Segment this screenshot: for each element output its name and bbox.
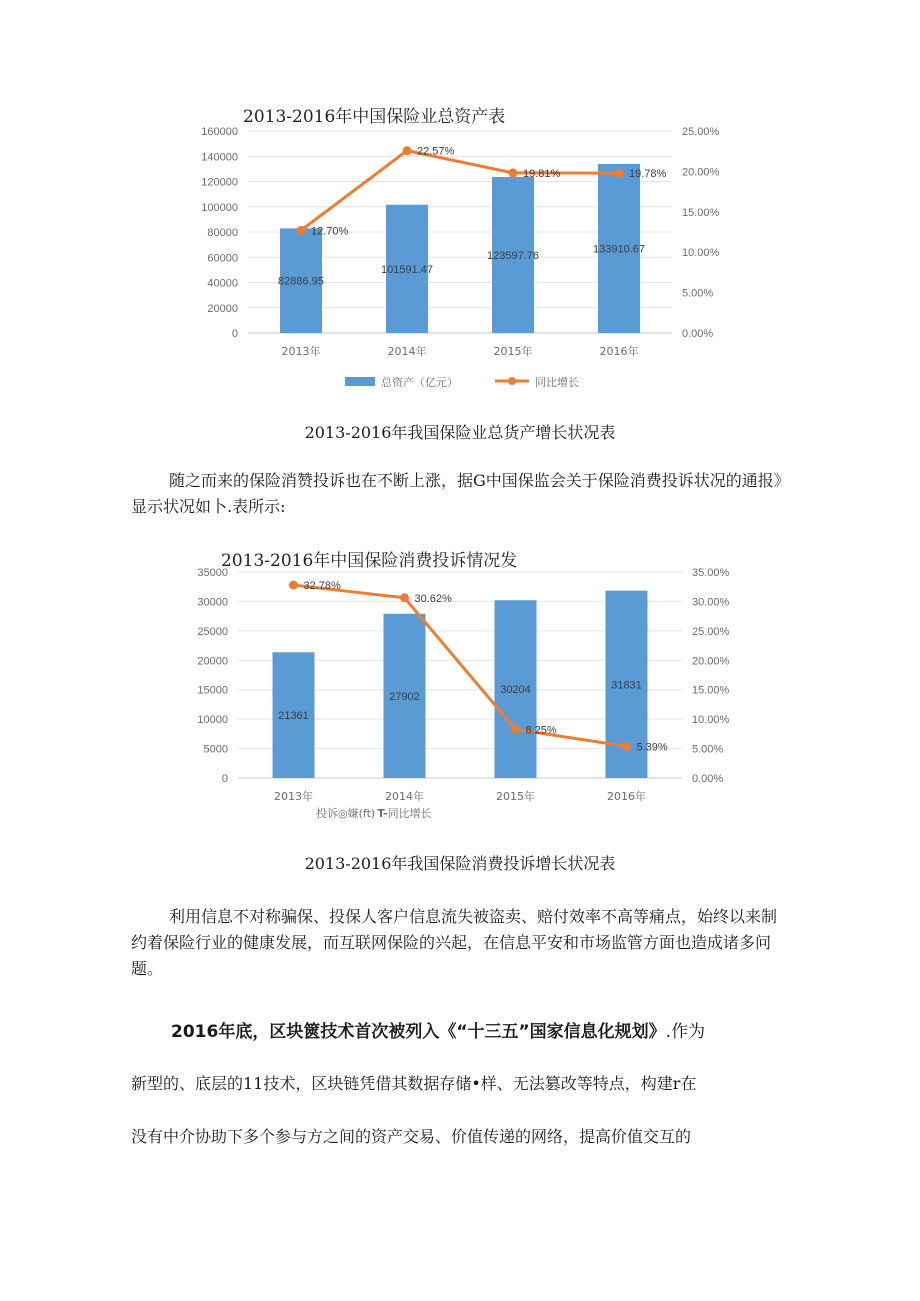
chart1-growth-line	[301, 151, 619, 231]
chart1-legend-line-marker	[508, 377, 516, 385]
chart1-category-label: 2015年	[493, 345, 533, 358]
chart2-right-tick: 10.00%	[692, 714, 730, 727]
chart2-right-tick: 20.00%	[692, 655, 730, 668]
chart2-growth-point	[289, 581, 298, 590]
paragraph-pain-points: 利用信息不对称骗保、投保人客户信息流失被盗卖、赔付效率不高等痛点，始终以来制约着保险行业的健康发展，而互联网保险的兴起，在信息平安和市场监管方面也造成诸多问题。	[131, 907, 778, 978]
chart1-bar-label: 133910.67	[593, 243, 645, 256]
chart2-right-tick: 30.00%	[692, 596, 730, 609]
chart1-left-tick: 60000	[207, 252, 238, 265]
chart1-growth-label: 22.57%	[417, 145, 455, 158]
chart1-left-tick: 160000	[201, 126, 238, 138]
chart1-growth-point	[509, 168, 518, 177]
chart2-left-tick: 20000	[197, 655, 228, 668]
chart2-legend-bar-label: 投诉◎嫌(ft)	[316, 807, 376, 820]
chart2-bar-label: 30204	[500, 684, 531, 697]
chart2-category-label: 2015年	[496, 790, 535, 803]
chart2-title: 2013-2016年中国保险消费投诉情况发	[221, 551, 518, 571]
chart-insurance-complaints	[0, 542, 920, 832]
chart1-right-tick: 5.00%	[682, 287, 714, 300]
chart1-bar-label: 101591.47	[381, 263, 433, 276]
chart2-legend-line-swatch: T-	[377, 807, 388, 820]
chart2-caption: 2013-2016年我国保险消费投诉增长状况表	[304, 854, 616, 873]
chart2-bar-label: 21361	[278, 710, 309, 723]
chart1-right-tick: 0.00%	[682, 328, 714, 340]
chart2-growth-point	[400, 593, 409, 602]
chart1-growth-point	[403, 146, 412, 155]
chart2-growth-label: 30.62%	[414, 592, 452, 605]
chart2-left-tick: 30000	[197, 596, 228, 609]
chart1-right-tick: 15.00%	[682, 206, 720, 219]
chart1-left-tick: 80000	[207, 227, 238, 239]
chart1-svg	[0, 95, 920, 405]
chart1-category-label: 2016年	[599, 345, 639, 358]
chart2-growth-label: 8.25%	[525, 724, 557, 737]
chart2-bar-label: 31831	[611, 679, 642, 692]
chart1-category-label: 2014年	[387, 345, 427, 358]
body-line-2: 没有中介协助下多个参与方之间的资产交易、价值传递的网络，提高价值交互的	[131, 1127, 692, 1146]
chart2-right-tick: 25.00%	[692, 625, 730, 638]
chart1-growth-label: 12.70%	[311, 225, 349, 238]
chart1-category-label: 2013年	[281, 345, 321, 358]
chart1-left-tick: 120000	[201, 176, 238, 189]
chart2-growth-label: 5.39%	[636, 741, 668, 754]
chart1-left-tick: 100000	[201, 201, 238, 214]
chart1-title: 2013-2016年中国保险业总资产表	[243, 107, 506, 127]
chart2-right-tick: 35.00%	[692, 567, 730, 579]
chart1-left-tick: 0	[231, 328, 238, 340]
chart1-growth-label: 19.81%	[523, 167, 561, 180]
chart1-growth-point	[297, 226, 306, 235]
blockchain-heading-bold: 2016年底，区块篋技术首次被列入《“十三五”国家信息化规划》	[171, 1022, 666, 1042]
chart2-growth-label: 32.78%	[303, 580, 341, 593]
chart2-category-label: 2016年	[607, 790, 646, 803]
chart2-right-tick: 5.00%	[692, 743, 724, 756]
chart2-bar-label: 27902	[389, 690, 420, 703]
chart1-right-tick: 20.00%	[682, 166, 720, 179]
chart1-left-tick: 20000	[207, 302, 238, 315]
chart1-growth-label: 19.78%	[629, 168, 667, 181]
chart2-left-tick: 35000	[197, 567, 228, 579]
paragraph-complaints-intro: 随之而来的保险消赞投诉也在不断上涨，据G中国保监会关于保险消费投诉状况的通报》显示状况如卜.表所示:	[131, 471, 790, 516]
chart1-right-tick: 25.00%	[682, 126, 720, 138]
chart-insurance-assets	[0, 95, 920, 405]
chart2-left-tick: 5000	[203, 743, 228, 756]
chart1-legend-line-label: 同比增长	[535, 376, 579, 389]
chart2-left-tick: 0	[221, 773, 228, 785]
chart2-left-tick: 25000	[197, 625, 228, 638]
chart1-caption: 2013-2016年我国保险业总货产增长状况表	[304, 423, 616, 442]
chart2-growth-point	[622, 742, 631, 751]
chart2-left-tick: 10000	[197, 714, 228, 727]
chart1-bar-label: 82886.95	[278, 275, 324, 288]
blockchain-heading-rest: .作为	[665, 1022, 706, 1042]
chart2-right-tick: 0.00%	[692, 773, 724, 785]
chart1-bar-label: 123597.76	[487, 249, 539, 262]
chart2-category-label: 2013年	[274, 790, 313, 803]
chart1-left-tick: 140000	[201, 151, 238, 164]
chart1-legend-bar-label: 总资产（亿元）	[381, 376, 458, 389]
chart2-growth-line	[294, 585, 627, 746]
chart2-right-tick: 15.00%	[692, 684, 730, 697]
chart2-growth-point	[511, 725, 520, 734]
chart1-growth-point	[615, 169, 624, 178]
chart2-svg	[0, 542, 920, 832]
chart2-left-tick: 15000	[197, 684, 228, 697]
body-line-1: 新型的、底层的11技术，区块链凭借其数据存储•样、无法篡改等特点，构建r在	[131, 1074, 697, 1093]
chart1-left-tick: 40000	[207, 277, 238, 290]
blockchain-heading-line	[131, 1017, 811, 1042]
chart2-category-label: 2014年	[385, 790, 424, 803]
chart1-legend-bar-swatch	[345, 377, 375, 386]
chart1-right-tick: 10.00%	[682, 247, 720, 260]
chart2-legend-line-label: 同比增长	[387, 807, 432, 820]
